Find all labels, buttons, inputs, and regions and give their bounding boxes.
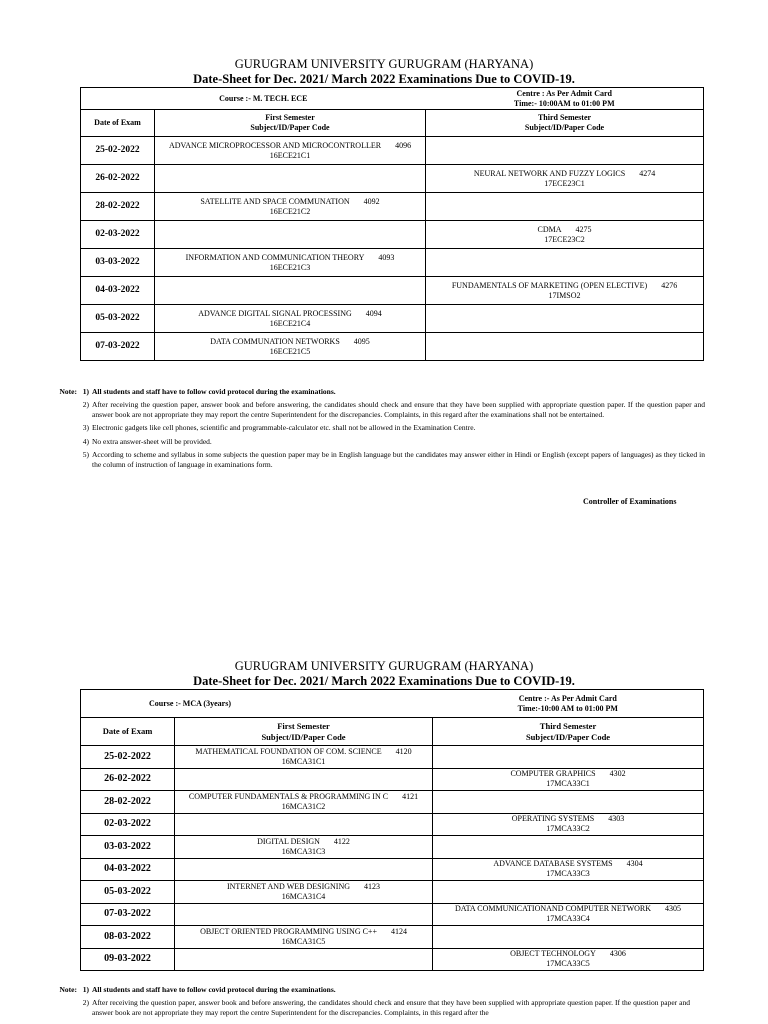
subject-name: DATA COMMUNICATIONAND COMPUTER NETWORK xyxy=(455,904,652,914)
exam-date: 25-02-2022 xyxy=(81,137,155,165)
first-semester-cell xyxy=(175,948,433,971)
subject-line xyxy=(155,253,425,263)
centre-label: Centre : As Per Admit Card xyxy=(516,88,612,98)
first-semester-cell xyxy=(175,791,433,814)
table-row xyxy=(81,836,704,859)
university-title: GURUGRAM UNIVERSITY GURUGRAM (HARYANA) xyxy=(234,57,534,71)
subject-name: NEURAL NETWORK AND FUZZY LOGICS xyxy=(473,168,626,178)
paper-id: 4120 xyxy=(395,746,412,756)
paper-code: 16MCA31C5 xyxy=(281,936,326,946)
note-label xyxy=(40,998,80,1018)
third-semester-cell xyxy=(426,249,704,277)
note-number: 2) xyxy=(82,998,89,1008)
subject-line xyxy=(155,337,425,347)
first-semester-cell xyxy=(155,193,426,221)
first-semester-cell xyxy=(155,165,426,193)
note-text: All students and staff have to follow covid protocol during the examinations. xyxy=(92,985,336,994)
centre-time-cell xyxy=(426,88,704,110)
third-semester-header xyxy=(433,718,704,746)
first-semester-cell xyxy=(175,813,433,836)
subject-line xyxy=(175,792,432,802)
paper-id: 4123 xyxy=(364,881,381,891)
table-row xyxy=(81,813,704,836)
first-semester-cell xyxy=(175,881,433,904)
datesheet-table-mtech xyxy=(80,87,704,361)
third-semester-cell xyxy=(426,221,704,249)
exam-date: 26-02-2022 xyxy=(81,165,155,193)
exam-date: 28-02-2022 xyxy=(81,193,155,221)
note-label xyxy=(40,437,80,447)
note-number: 4) xyxy=(82,436,89,446)
exam-date: 07-03-2022 xyxy=(81,903,175,926)
first-semester-cell xyxy=(175,746,433,769)
third-semester-cell xyxy=(433,813,704,836)
paper-code: 16MCA31C4 xyxy=(281,891,326,901)
first-semester-cell xyxy=(155,277,426,305)
note-label xyxy=(40,423,80,433)
table-row xyxy=(81,137,704,165)
exam-date: 09-03-2022 xyxy=(81,948,175,971)
table-row xyxy=(81,858,704,881)
paper-id: 4276 xyxy=(661,280,678,290)
exam-date: 04-03-2022 xyxy=(81,858,175,881)
third-semester-cell xyxy=(433,903,704,926)
exam-date: 02-03-2022 xyxy=(81,813,175,836)
time-label: Time:- 10:00AM to 01:00 PM xyxy=(513,98,615,108)
third-semester-cell xyxy=(433,836,704,859)
third-semester-cell xyxy=(433,858,704,881)
first-semester-cell xyxy=(155,305,426,333)
exam-date: 02-03-2022 xyxy=(81,221,155,249)
third-semester-cell xyxy=(433,746,704,769)
third-semester-cell xyxy=(426,277,704,305)
note-text: Electronic gadgets like cell phones, scientific and programmable-calculator etc. shall not be allowed in the Examination Centre. xyxy=(92,423,476,433)
note-number: 1) xyxy=(82,387,89,396)
table-row xyxy=(81,926,704,949)
subject-name: SATELLITE AND SPACE COMMUNATION xyxy=(200,196,350,206)
subject-line xyxy=(175,747,432,757)
first-semester-cell xyxy=(155,249,426,277)
controller-signature: Controller of Examinations xyxy=(583,497,677,506)
note-text: According to scheme and syllabus in some subjects the question paper may be in English language but the candidates may answer either in Hindi or English (except papers of languages) as they ticked in the column of instruction of language in examinations form. xyxy=(92,449,705,469)
datesheet-table-mca xyxy=(80,689,704,971)
subject-line xyxy=(426,281,703,291)
course-label: Course :- MCA (3years) xyxy=(81,690,433,718)
datesheet-subtitle: Date-Sheet for Dec. 2021/ March 2022 Examinations Due to COVID-19. xyxy=(193,674,575,688)
note-item xyxy=(40,387,705,397)
third-semester-title: Third Semester xyxy=(539,720,597,731)
table-meta-row xyxy=(81,88,704,110)
paper-code: 17MCA33C5 xyxy=(546,959,590,969)
subject-name: MATHEMATICAL FOUNDATION OF COM. SCIENCE xyxy=(195,746,382,756)
subject-line xyxy=(175,882,432,892)
note-item xyxy=(40,423,705,433)
subject-name: INFORMATION AND COMMUNICATION THEORY xyxy=(185,252,365,262)
first-semester-cell xyxy=(155,333,426,361)
paper-id: 4093 xyxy=(378,252,395,262)
note-number: 3) xyxy=(82,423,89,433)
paper-code: 16ECE21C4 xyxy=(269,318,311,328)
table-row xyxy=(81,165,704,193)
paper-id: 4094 xyxy=(365,308,382,318)
note-number: 5) xyxy=(82,449,89,459)
table-row xyxy=(81,791,704,814)
subject-name: ADVANCE DIGITAL SIGNAL PROCESSING xyxy=(198,308,352,318)
subject-line xyxy=(155,197,425,207)
subject-line xyxy=(433,859,703,869)
third-semester-header xyxy=(426,110,704,137)
table-header-row xyxy=(81,110,704,137)
note-label: Note: xyxy=(59,387,77,396)
first-semester-cell xyxy=(155,137,426,165)
subject-line xyxy=(433,904,703,914)
exam-date: 03-03-2022 xyxy=(81,249,155,277)
third-semester-title: Third Semester xyxy=(537,113,592,122)
table-row xyxy=(81,746,704,769)
notes-section xyxy=(40,985,690,1021)
subject-name: DATA COMMUNATION NETWORKS xyxy=(210,336,340,346)
exam-date: 04-03-2022 xyxy=(81,277,155,305)
subject-line xyxy=(175,837,432,847)
paper-code: 17MCA33C4 xyxy=(546,914,590,924)
paper-code: 16ECE21C2 xyxy=(269,206,311,216)
note-label xyxy=(40,400,80,420)
table-row xyxy=(81,333,704,361)
paper-code: 16MCA31C3 xyxy=(281,846,326,856)
table-header-row xyxy=(81,718,704,746)
subject-line xyxy=(426,225,703,235)
first-semester-title: First Semester xyxy=(265,113,315,122)
note-item xyxy=(40,985,690,995)
subject-line xyxy=(433,814,703,824)
paper-code: 16MCA31C2 xyxy=(281,801,326,811)
first-semester-subtitle: Subject/ID/Paper Code xyxy=(261,731,346,742)
paper-code: 17MCA33C3 xyxy=(546,869,590,879)
date-header: Date of Exam xyxy=(81,110,155,137)
note-label: Note: xyxy=(59,985,77,994)
third-semester-cell xyxy=(433,926,704,949)
subject-name: DIGITAL DESIGN xyxy=(257,836,320,846)
paper-code: 16MCA31C1 xyxy=(281,756,326,766)
third-semester-cell xyxy=(426,165,704,193)
paper-code: 16ECE21C5 xyxy=(269,346,311,356)
first-semester-cell xyxy=(175,836,433,859)
subject-name: CDMA xyxy=(537,224,562,234)
exam-date: 08-03-2022 xyxy=(81,926,175,949)
paper-code: 17ECE23C2 xyxy=(544,234,585,244)
note-number: 1) xyxy=(82,985,89,994)
third-semester-subtitle: Subject/ID/Paper Code xyxy=(525,731,611,742)
paper-id: 4305 xyxy=(665,904,682,914)
paper-code: 16ECE21C1 xyxy=(269,150,311,160)
paper-id: 4275 xyxy=(575,224,592,234)
first-semester-cell xyxy=(175,768,433,791)
subject-name: OBJECT TECHNOLOGY xyxy=(510,949,596,959)
notes-section xyxy=(40,387,705,473)
paper-code: 16ECE21C3 xyxy=(269,262,311,272)
subject-line xyxy=(433,769,703,779)
third-semester-cell xyxy=(433,768,704,791)
third-semester-cell xyxy=(426,333,704,361)
subject-name: OPERATING SYSTEMS xyxy=(511,814,595,824)
subject-name: COMPUTER FUNDAMENTALS & PROGRAMMING IN C xyxy=(188,791,389,801)
first-semester-cell xyxy=(175,903,433,926)
note-text: After receiving the question paper, answer book and before answering, the candidates should check and ensure that they have been supplied with appropriate question paper. If the question paper and answer book are not appropriate they may report the centre Superintendent for the discrepancies. Complaints, in this regard after the xyxy=(92,998,690,1018)
subject-name: COMPUTER GRAPHICS xyxy=(510,769,596,779)
paper-id: 4303 xyxy=(608,814,625,824)
subject-name: OBJECT ORIENTED PROGRAMMING USING C++ xyxy=(200,926,377,936)
paper-id: 4274 xyxy=(639,168,656,178)
exam-date: 05-03-2022 xyxy=(81,881,175,904)
table-meta-row xyxy=(81,690,704,718)
first-semester-cell xyxy=(175,926,433,949)
paper-code: 17ECE23C1 xyxy=(544,178,585,188)
subject-name: ADVANCE DATABASE SYSTEMS xyxy=(493,859,613,869)
note-item xyxy=(40,437,705,447)
paper-id: 4306 xyxy=(609,949,626,959)
exam-date: 25-02-2022 xyxy=(81,746,175,769)
table-row xyxy=(81,277,704,305)
table-row xyxy=(81,903,704,926)
note-text: No extra answer-sheet will be provided. xyxy=(92,436,212,446)
subject-name: INTERNET AND WEB DESIGNING xyxy=(226,881,351,891)
paper-id: 4092 xyxy=(363,196,380,206)
paper-id: 4122 xyxy=(333,836,350,846)
datesheet-subtitle: Date-Sheet for Dec. 2021/ March 2022 Examinations Due to COVID-19. xyxy=(193,72,575,86)
table-row xyxy=(81,305,704,333)
time-label: Time:-10:00 AM to 01:00 PM xyxy=(517,703,618,713)
table-row xyxy=(81,221,704,249)
paper-id: 4124 xyxy=(390,926,407,936)
paper-id: 4095 xyxy=(353,336,370,346)
table-row xyxy=(81,948,704,971)
third-semester-cell xyxy=(433,881,704,904)
first-semester-header xyxy=(155,110,426,137)
third-semester-cell xyxy=(433,791,704,814)
table-row xyxy=(81,193,704,221)
paper-id: 4304 xyxy=(626,859,643,869)
first-semester-cell xyxy=(155,221,426,249)
subject-line xyxy=(155,309,425,319)
third-semester-cell xyxy=(433,948,704,971)
first-semester-cell xyxy=(175,858,433,881)
first-semester-header xyxy=(175,718,433,746)
exam-date: 26-02-2022 xyxy=(81,768,175,791)
paper-id: 4302 xyxy=(609,769,626,779)
paper-id: 4121 xyxy=(402,791,419,801)
table-row xyxy=(81,768,704,791)
third-semester-subtitle: Subject/ID/Paper Code xyxy=(524,123,605,132)
subject-name: FUNDAMENTALS OF MARKETING (OPEN ELECTIVE) xyxy=(451,280,648,290)
first-semester-title: First Semester xyxy=(277,720,330,731)
table-row xyxy=(81,881,704,904)
subject-line xyxy=(155,141,425,151)
centre-label: Centre :- As Per Admit Card xyxy=(518,693,617,703)
paper-id: 4096 xyxy=(395,140,412,150)
paper-code: 17MCA33C2 xyxy=(546,824,590,834)
exam-date: 28-02-2022 xyxy=(81,791,175,814)
date-header: Date of Exam xyxy=(81,718,175,746)
subject-line xyxy=(433,949,703,959)
third-semester-cell xyxy=(426,305,704,333)
subject-line xyxy=(175,927,432,937)
paper-code: 17MCA33C1 xyxy=(546,779,590,789)
centre-time-cell xyxy=(433,690,704,718)
first-semester-subtitle: Subject/ID/Paper Code xyxy=(250,123,330,132)
note-text: After receiving the question paper, answer book and before answering, the candidates should check and ensure that they have been supplied with appropriate question paper. If the question paper and answer book are not appropriate they may report the centre Superintendent for the discrepancies. Complaints, in this regard after the examinations shall not be entertained. xyxy=(92,400,705,420)
subject-line xyxy=(426,169,703,179)
course-label: Course :- M. TECH. ECE xyxy=(81,88,426,110)
note-text: All students and staff have to follow covid protocol during the examinations. xyxy=(92,387,336,396)
third-semester-cell xyxy=(426,193,704,221)
note-item xyxy=(40,400,705,420)
subject-name: ADVANCE MICROPROCESSOR AND MICROCONTROLLER xyxy=(168,140,382,150)
university-title: GURUGRAM UNIVERSITY GURUGRAM (HARYANA) xyxy=(234,659,534,673)
exam-date: 05-03-2022 xyxy=(81,305,155,333)
note-item xyxy=(40,450,705,470)
exam-date: 07-03-2022 xyxy=(81,333,155,361)
table-row xyxy=(81,249,704,277)
note-label xyxy=(40,450,80,470)
exam-date: 03-03-2022 xyxy=(81,836,175,859)
note-number: 2) xyxy=(82,400,89,410)
paper-code: 17IMSO2 xyxy=(548,290,581,300)
third-semester-cell xyxy=(426,137,704,165)
note-item xyxy=(40,998,690,1018)
